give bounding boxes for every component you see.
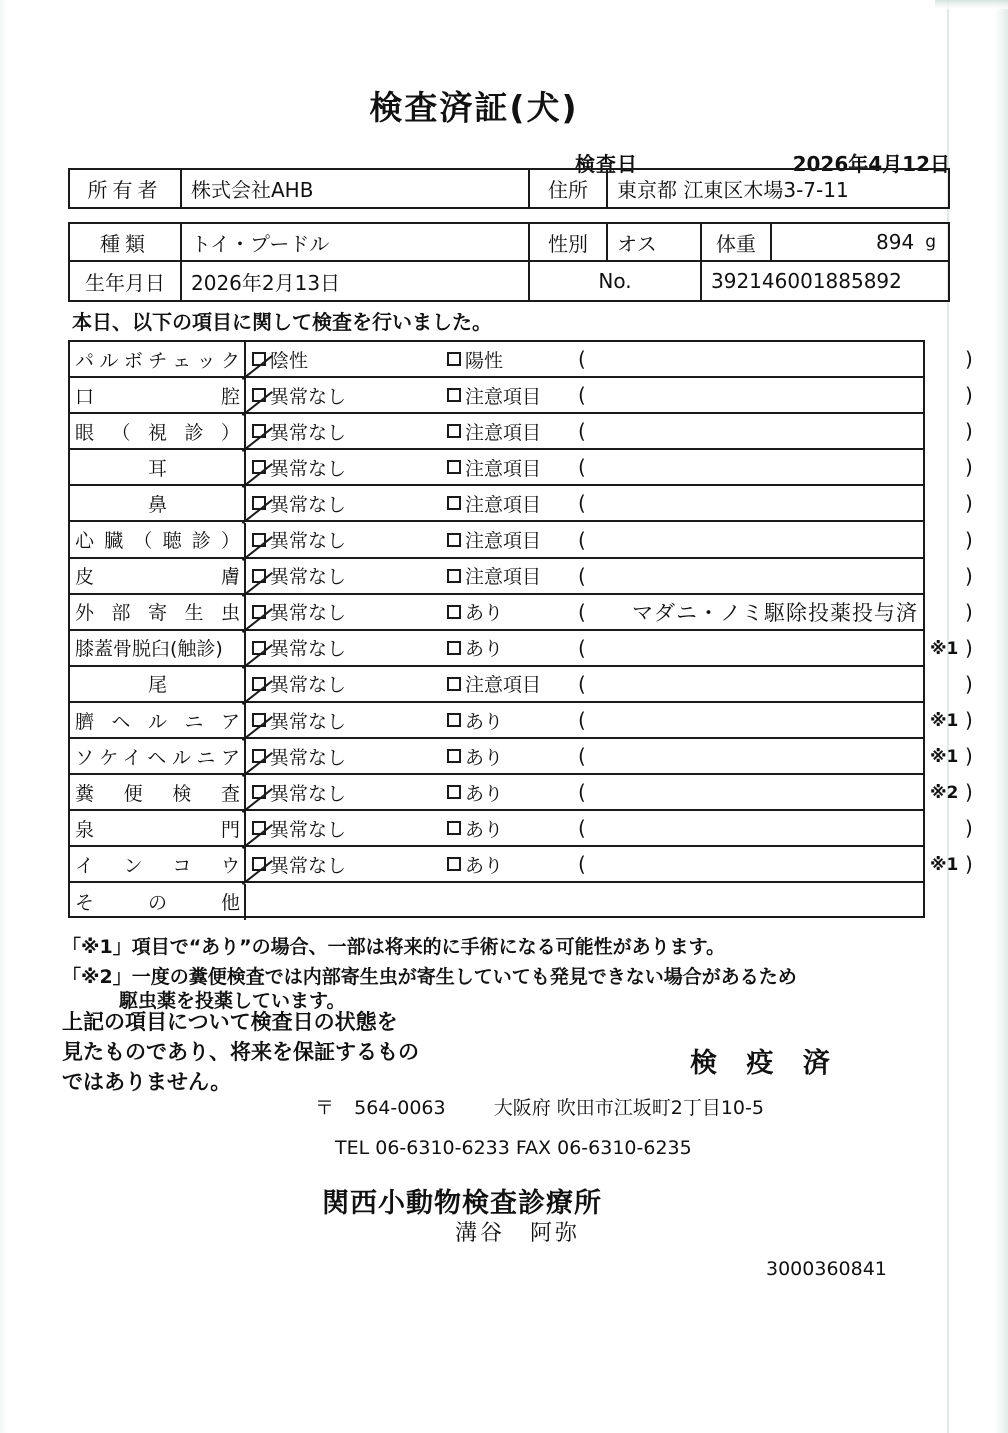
- note-paren-close: ): [965, 852, 973, 877]
- checkbox-checked-icon[interactable]: [252, 821, 266, 835]
- item-option-primary-label: 異常なし: [270, 566, 347, 589]
- item-option-secondary[interactable]: [447, 595, 503, 629]
- item-label-cell: [70, 847, 246, 881]
- owner-table: [68, 168, 950, 209]
- note-paren-close: ): [965, 347, 973, 372]
- item-option-secondary-label: あり: [465, 746, 504, 769]
- item-label-cell: [70, 523, 246, 557]
- item-option-secondary[interactable]: [447, 342, 503, 376]
- item-option-primary[interactable]: [252, 523, 346, 557]
- item-footnote-mark: ※1: [930, 855, 959, 876]
- address-value-cell: [608, 170, 948, 207]
- weight-label-cell: [702, 224, 772, 262]
- note-paren-open: (: [578, 816, 586, 841]
- checkbox-checked-icon[interactable]: [252, 857, 266, 871]
- checkbox-checked-icon[interactable]: [252, 677, 266, 691]
- item-option-secondary[interactable]: [447, 811, 503, 845]
- table-row: [70, 884, 923, 920]
- checkbox-icon[interactable]: [447, 424, 461, 438]
- item-note: [590, 667, 960, 701]
- item-option-secondary-label: 注意項目: [465, 421, 542, 444]
- table-row: [70, 847, 973, 883]
- checkbox-checked-icon[interactable]: [252, 713, 266, 727]
- checkbox-checked-icon[interactable]: [252, 605, 266, 619]
- item-option-secondary-label: あり: [465, 710, 504, 733]
- item-note: [590, 775, 960, 809]
- address-label: 住所: [548, 178, 588, 202]
- exam-date-label: 検査日: [575, 152, 638, 176]
- item-option-primary-label: 異常なし: [270, 818, 347, 841]
- item-option-primary[interactable]: [252, 486, 346, 520]
- item-note: [590, 631, 960, 665]
- quarantine-stamp: 検 疫 済: [690, 1048, 840, 1079]
- dob-label: 生年月日: [85, 270, 165, 295]
- item-option-primary[interactable]: [252, 595, 346, 629]
- note-paren-open: (: [578, 347, 586, 372]
- checkbox-icon[interactable]: [447, 641, 461, 655]
- item-footnote-mark: ※1: [930, 638, 959, 659]
- item-option-primary-label: 異常なし: [270, 638, 347, 661]
- item-option-secondary[interactable]: [447, 378, 541, 412]
- checkbox-icon[interactable]: [447, 785, 461, 799]
- checkbox-checked-icon[interactable]: [252, 388, 266, 402]
- item-option-secondary-label: 注意項目: [465, 493, 542, 516]
- item-label: 耳: [147, 457, 167, 480]
- item-option-secondary-label: あり: [465, 818, 504, 841]
- note-paren-open: (: [578, 599, 586, 624]
- item-option-secondary[interactable]: [447, 631, 503, 665]
- weight-value: 894: [876, 230, 915, 254]
- item-label: 皮 膚: [75, 566, 240, 589]
- item-option-primary-label: 異常なし: [270, 421, 347, 444]
- item-option-secondary-label: あり: [465, 782, 504, 805]
- dob-value: 2026年2月13日: [191, 270, 341, 295]
- item-label: 眼（視診）: [75, 421, 240, 444]
- item-option-secondary-label: 陽性: [465, 349, 504, 372]
- item-option-secondary-label: 注意項目: [465, 385, 542, 408]
- item-option-secondary-label: あり: [465, 602, 504, 625]
- checkbox-icon[interactable]: [447, 821, 461, 835]
- item-option-secondary[interactable]: [447, 739, 503, 773]
- item-note: [590, 559, 960, 593]
- note-paren-open: (: [578, 527, 586, 552]
- item-option-primary-label: 異常なし: [270, 530, 347, 553]
- item-option-primary-label: 異常なし: [270, 457, 347, 480]
- note-paren-open: (: [578, 383, 586, 408]
- item-label: ソケイヘルニア: [75, 746, 240, 769]
- item-option-primary[interactable]: [252, 378, 346, 412]
- item-option-secondary-label: 注意項目: [465, 530, 542, 553]
- item-label: 口 腔: [75, 385, 240, 408]
- checkbox-icon[interactable]: [447, 352, 461, 366]
- item-option-primary[interactable]: [252, 342, 308, 376]
- checkbox-icon[interactable]: [447, 749, 461, 763]
- owner-label: 所有者: [87, 178, 163, 202]
- item-label: 外部寄生虫: [75, 602, 240, 625]
- owner-label-cell: [70, 170, 182, 207]
- clinic-address: 大阪府 吹田市江坂町2丁目10-5: [493, 1097, 764, 1119]
- item-option-primary-label: 陰性: [270, 349, 309, 372]
- exam-statement: 本日、以下の項目に関して検査を行いました。: [72, 310, 492, 334]
- address-label-cell: [530, 170, 608, 207]
- item-footnote-mark: ※1: [930, 747, 959, 768]
- item-label-cell: [70, 811, 246, 845]
- breed-label: 種類: [100, 231, 150, 256]
- item-note: [590, 378, 960, 412]
- item-option-primary-label: 異常なし: [270, 385, 347, 408]
- item-option-primary[interactable]: [252, 667, 346, 701]
- table-row: [70, 667, 973, 703]
- item-label-cell: [70, 559, 246, 593]
- table-row: [70, 631, 973, 667]
- postal-mark-icon: 〒: [315, 1097, 335, 1119]
- dob-label-cell: [70, 262, 182, 300]
- note-paren-close: ): [965, 780, 973, 805]
- owner-value: 株式会社AHB: [191, 178, 314, 202]
- item-option-secondary[interactable]: [447, 703, 503, 737]
- item-option-secondary-label: 注意項目: [465, 457, 542, 480]
- item-option-primary[interactable]: [252, 847, 346, 881]
- checkbox-checked-icon[interactable]: [252, 496, 266, 510]
- item-note: [590, 703, 960, 737]
- item-footnote-mark: ※1: [930, 711, 959, 731]
- scan-edge-top: [935, 0, 1008, 9]
- item-label-cell: [70, 342, 246, 376]
- note-paren-close: ): [965, 419, 973, 444]
- breed-label-cell: [70, 224, 182, 262]
- item-option-secondary[interactable]: [447, 667, 541, 701]
- note-paren-open: (: [578, 455, 586, 480]
- address-value: 東京都 江東区木場3-7-11: [617, 178, 849, 202]
- disclaimer-line: 見たものであり、将来を保証するもの: [62, 1040, 419, 1064]
- note-paren-close: ): [965, 491, 973, 516]
- sex-value-cell: [608, 224, 702, 262]
- item-label-cell: [70, 703, 246, 737]
- item-note: [590, 811, 960, 845]
- item-option-secondary[interactable]: [447, 523, 541, 557]
- note-paren-open: (: [578, 671, 586, 696]
- clinic-name: 関西小動物検査診療所: [322, 1188, 602, 1219]
- no-value-cell: [702, 262, 948, 300]
- animal-table: [68, 222, 950, 302]
- table-row: [70, 342, 973, 378]
- checkbox-icon[interactable]: [447, 533, 461, 547]
- scan-edge-right: [994, 0, 1008, 1433]
- clinic-address-line: [315, 1093, 764, 1120]
- item-label: 膝蓋骨脱臼(触診): [75, 638, 223, 661]
- postal-code: 564-0063: [354, 1097, 446, 1119]
- exam-date-value: 2026年4月12日: [792, 152, 950, 176]
- no-value: 392146001885892: [711, 269, 902, 293]
- scan-edge-left: [0, 0, 8, 1433]
- dob-value-cell: [182, 262, 530, 300]
- item-label: そ の 他: [75, 892, 240, 915]
- table-row: [70, 595, 973, 631]
- note-paren-open: (: [578, 780, 586, 805]
- footnote-line: 「※2」一度の糞便検査では内部寄生虫が寄生していても発見できない場合があるため: [62, 966, 797, 988]
- item-label: インコウ: [75, 854, 240, 877]
- item-note: [590, 523, 960, 557]
- footnote-line: 「※1」項目で“あり”の場合、一部は将来的に手術になる可能性があります。: [62, 936, 726, 958]
- item-option-secondary-label: 注意項目: [465, 674, 542, 697]
- checkbox-checked-icon[interactable]: [252, 749, 266, 763]
- no-label-cell: [530, 262, 702, 300]
- checkbox-checked-icon[interactable]: [252, 533, 266, 547]
- item-option-secondary[interactable]: [447, 414, 541, 448]
- no-label: No.: [598, 269, 632, 293]
- item-label: 泉 門: [75, 818, 240, 841]
- note-paren-open: (: [578, 635, 586, 660]
- table-row: [70, 378, 973, 414]
- sex-label-cell: [530, 224, 608, 262]
- checkbox-icon[interactable]: [447, 677, 461, 691]
- item-label-cell: [70, 414, 246, 448]
- item-label-cell: [70, 595, 246, 629]
- item-option-primary[interactable]: [252, 414, 346, 448]
- item-option-primary-label: 異常なし: [270, 674, 347, 697]
- table-row: [70, 811, 973, 847]
- item-label-cell: [70, 884, 246, 920]
- item-label-cell: [70, 667, 246, 701]
- item-option-primary[interactable]: [252, 739, 346, 773]
- item-label-cell: [70, 378, 246, 412]
- item-option-primary[interactable]: [252, 775, 346, 809]
- item-note: [590, 450, 960, 484]
- checkbox-checked-icon[interactable]: [252, 424, 266, 438]
- note-paren-open: (: [578, 852, 586, 877]
- page-title: 検査済証(犬): [369, 88, 579, 127]
- item-footnote-mark: ※2: [930, 783, 959, 804]
- note-paren-close: ): [965, 671, 973, 696]
- item-label-cell: [70, 486, 246, 520]
- checkbox-checked-icon[interactable]: [252, 460, 266, 474]
- note-paren-close: ): [965, 708, 973, 733]
- checkbox-checked-icon[interactable]: [252, 785, 266, 799]
- table-row: [70, 559, 973, 595]
- footnote-line: 駆虫薬を投薬しています。: [62, 990, 346, 1012]
- item-option-primary-label: 異常なし: [270, 493, 347, 516]
- table-row: [70, 450, 973, 486]
- checkbox-checked-icon[interactable]: [252, 641, 266, 655]
- item-option-secondary[interactable]: [447, 559, 541, 593]
- breed-value-cell: [182, 224, 530, 262]
- item-label: 糞便検査: [75, 782, 240, 805]
- note-paren-close: ): [965, 563, 973, 588]
- item-option-primary-label: 異常なし: [270, 602, 347, 625]
- table-row: [70, 703, 973, 739]
- item-option-secondary[interactable]: [447, 775, 503, 809]
- checkbox-icon[interactable]: [447, 388, 461, 402]
- checkbox-icon[interactable]: [447, 605, 461, 619]
- item-label-cell: [70, 775, 246, 809]
- checkbox-icon[interactable]: [447, 713, 461, 727]
- weight-value-cell: [772, 224, 948, 262]
- checkbox-icon[interactable]: [447, 460, 461, 474]
- item-option-primary[interactable]: [252, 811, 346, 845]
- document-serial: 3000360841: [766, 1258, 887, 1280]
- item-label-cell: [70, 631, 246, 665]
- table-row: [70, 739, 973, 775]
- item-option-primary-label: 異常なし: [270, 782, 347, 805]
- item-label: 尾: [147, 674, 167, 697]
- sex-label: 性別: [548, 231, 588, 256]
- item-option-secondary-label: あり: [465, 854, 504, 877]
- item-option-primary[interactable]: [252, 450, 346, 484]
- checkbox-checked-icon[interactable]: [252, 352, 266, 366]
- disclaimer-line: ではありません。: [62, 1070, 232, 1094]
- item-note: マダニ・ノミ駆除投薬投与済: [632, 600, 918, 625]
- breed-value: トイ・プードル: [191, 231, 330, 256]
- note-paren-open: (: [578, 744, 586, 769]
- note-paren-open: (: [578, 419, 586, 444]
- item-option-primary[interactable]: [252, 559, 346, 593]
- note-paren-open: (: [578, 563, 586, 588]
- checkbox-icon[interactable]: [447, 569, 461, 583]
- item-label-cell: [70, 739, 246, 773]
- item-option-primary-label: 異常なし: [270, 710, 347, 733]
- item-option-secondary[interactable]: [447, 847, 503, 881]
- weight-unit: g: [925, 232, 936, 252]
- exam-items-table: [68, 340, 973, 918]
- checkbox-checked-icon[interactable]: [252, 569, 266, 583]
- item-label-cell: [70, 450, 246, 484]
- sex-value: オス: [617, 231, 657, 256]
- note-paren-close: ): [965, 527, 973, 552]
- item-label: パルボチェック: [75, 349, 240, 372]
- note-paren-open: (: [578, 708, 586, 733]
- table-row: [70, 414, 973, 450]
- note-paren-close: ): [965, 816, 973, 841]
- item-label: 臍ヘルニア: [75, 710, 240, 733]
- weight-label: 体重: [716, 231, 756, 256]
- item-option-primary-label: 異常なし: [270, 854, 347, 877]
- item-note: [590, 486, 960, 520]
- owner-value-cell: [182, 170, 530, 207]
- table-row: [70, 523, 973, 559]
- disclaimer-line: 上記の項目について検査日の状態を: [62, 1010, 398, 1034]
- item-option-secondary[interactable]: [447, 486, 541, 520]
- table-row: [70, 486, 973, 522]
- note-paren-close: ): [965, 635, 973, 660]
- disclaimer-text: [62, 1007, 419, 1097]
- item-note: [590, 739, 960, 773]
- veterinarian-name: 溝谷 阿弥: [455, 1221, 581, 1246]
- note-paren-open: (: [578, 491, 586, 516]
- note-paren-close: ): [965, 455, 973, 480]
- item-option-primary[interactable]: [252, 703, 346, 737]
- note-paren-close: ): [965, 599, 973, 624]
- item-option-primary-label: 異常なし: [270, 746, 347, 769]
- note-paren-close: ): [965, 744, 973, 769]
- item-note: [590, 847, 960, 881]
- item-option-secondary-label: あり: [465, 638, 504, 661]
- note-paren-close: ): [965, 383, 973, 408]
- item-note: [590, 414, 960, 448]
- item-note: [590, 342, 960, 376]
- item-label: 鼻: [147, 493, 167, 516]
- checkbox-icon[interactable]: [447, 857, 461, 871]
- item-option-secondary-label: 注意項目: [465, 566, 542, 589]
- item-option-primary[interactable]: [252, 631, 346, 665]
- item-label: 心臓（聴診）: [75, 530, 240, 553]
- item-option-secondary[interactable]: [447, 450, 541, 484]
- clinic-tel-fax: TEL 06-6310-6233 FAX 06-6310-6235: [335, 1137, 692, 1159]
- checkbox-icon[interactable]: [447, 496, 461, 510]
- table-row: [70, 775, 973, 811]
